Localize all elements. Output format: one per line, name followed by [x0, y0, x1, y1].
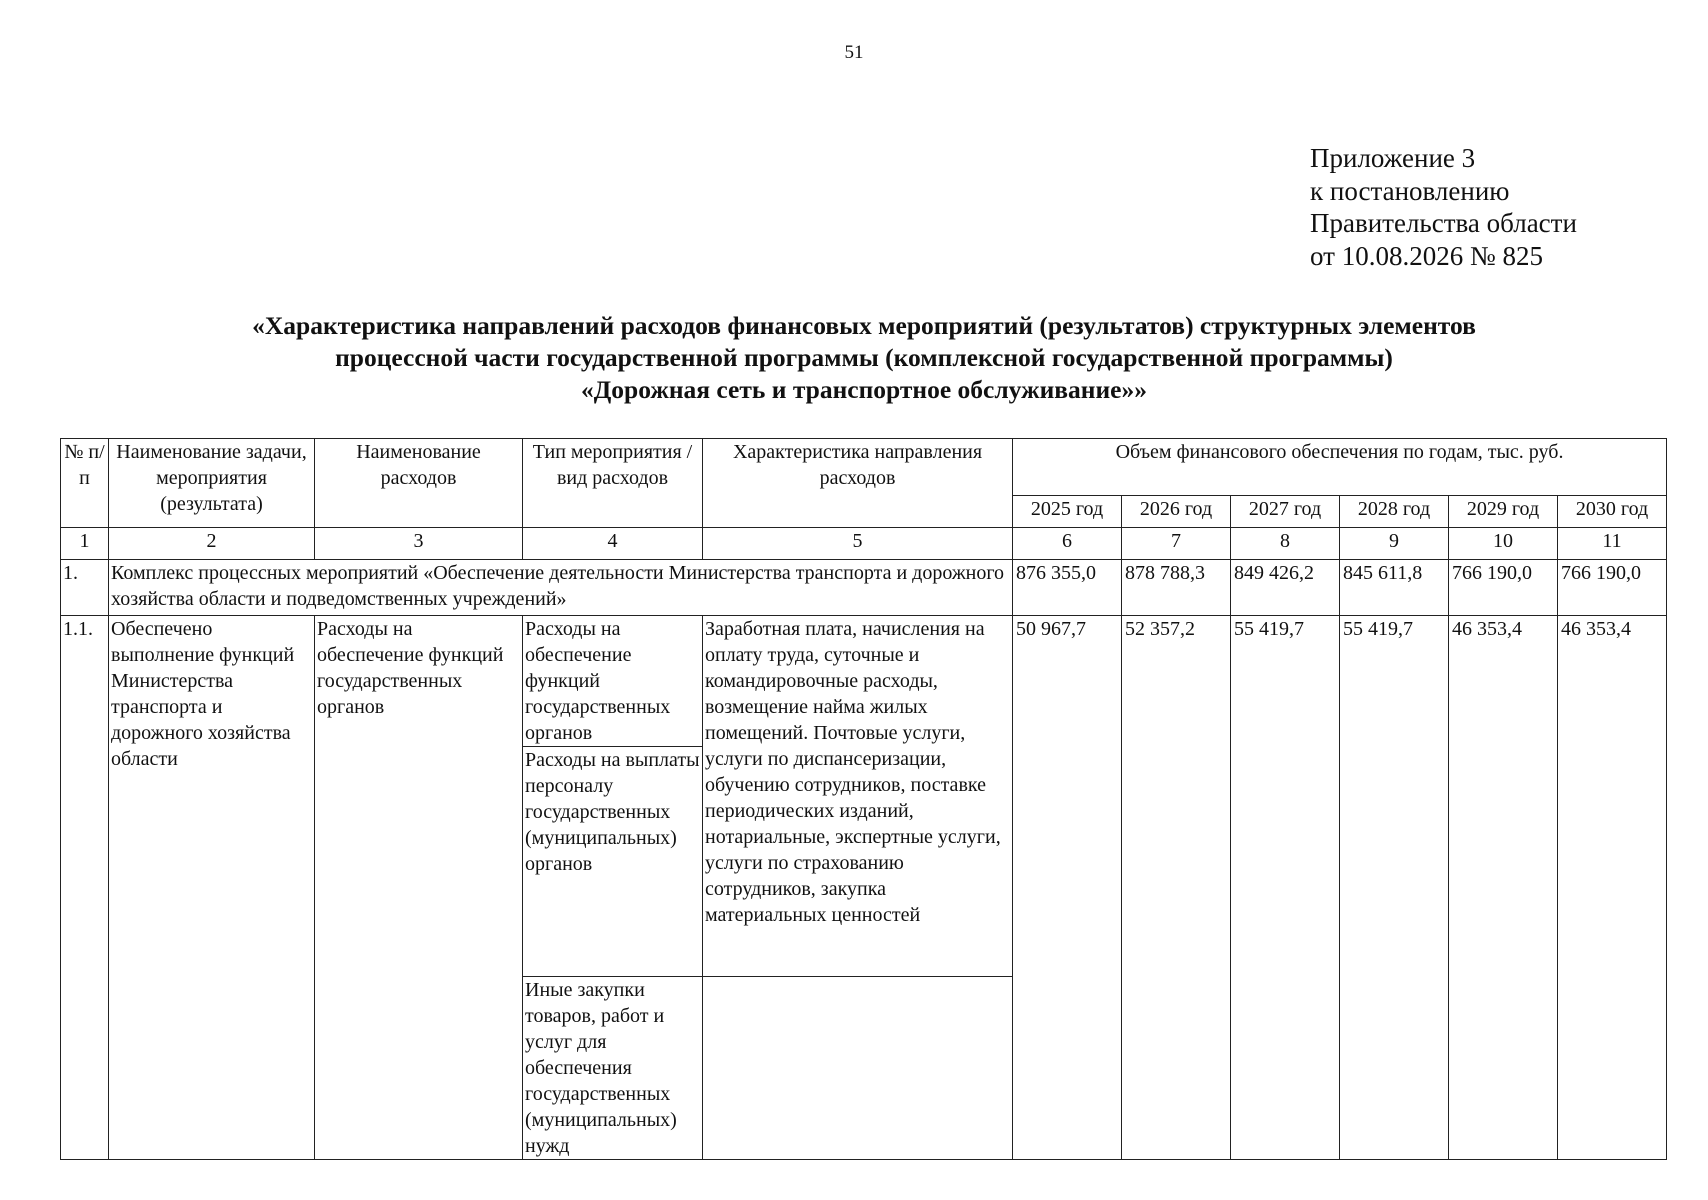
column-number: 6	[1013, 528, 1122, 560]
complex-name: Комплекс процессных мероприятий «Обеспечение деятельности Министерства транспорта и дорожного хозяйства области и подведомственных учреждений»	[109, 560, 1013, 616]
funding-value: 845 611,8	[1340, 560, 1449, 616]
funding-value: 46 353,4	[1558, 616, 1667, 1160]
column-number: 8	[1231, 528, 1340, 560]
appendix-line: Правительства области	[1310, 208, 1577, 238]
column-number: 4	[523, 528, 703, 560]
header-year: 2030 год	[1558, 496, 1667, 528]
title-line: процессной части государственной программы (комплексной государственной программы)	[335, 343, 1393, 372]
header-year: 2028 год	[1340, 496, 1449, 528]
funding-value: 55 419,7	[1231, 616, 1340, 1160]
header-type: Тип мероприятия / вид расходов	[523, 439, 703, 528]
header-year: 2027 год	[1231, 496, 1340, 528]
expense-type: Иные закупки товаров, работ и услуг для обеспечения государственных (муниципальных) нужд	[523, 977, 703, 1160]
appendix-block	[1310, 142, 1577, 272]
column-number: 2	[109, 528, 315, 560]
title-line: «Характеристика направлений расходов финансовых мероприятий (результатов) структурных элементов	[252, 311, 1476, 340]
column-number: 11	[1558, 528, 1667, 560]
column-number: 10	[1449, 528, 1558, 560]
funding-value: 52 357,2	[1122, 616, 1231, 1160]
funding-value: 849 426,2	[1231, 560, 1340, 616]
funding-value: 766 190,0	[1449, 560, 1558, 616]
column-number: 9	[1340, 528, 1449, 560]
appendix-line: от 10.08.2026 № 825	[1310, 240, 1543, 271]
header-expense-name: Наименование расходов	[315, 439, 523, 528]
title-line: «Дорожная сеть и транспортное обслуживание»»	[580, 375, 1148, 404]
funding-value: 55 419,7	[1340, 616, 1449, 1160]
task-name: Обеспечено выполнение функций Министерства транспорта и дорожного хозяйства области	[109, 616, 315, 1160]
funding-value: 50 967,7	[1013, 616, 1122, 1160]
page-number: 51	[844, 42, 864, 63]
expenses-table	[60, 438, 1667, 1160]
header-task: Наименование задачи, мероприятия (результата)	[109, 439, 315, 528]
table-row-complex	[61, 560, 1667, 616]
appendix-line: Приложение 3	[1310, 143, 1476, 173]
column-number: 5	[703, 528, 1013, 560]
header-year: 2026 год	[1122, 496, 1231, 528]
expense-characteristic	[703, 977, 1013, 1160]
funding-value: 876 355,0	[1013, 560, 1122, 616]
funding-value: 878 788,3	[1122, 560, 1231, 616]
column-number: 3	[315, 528, 523, 560]
expense-characteristic: Заработная плата, начисления на оплату труда, суточные и командировочные расходы, возмещение найма жилых помещений. Почтовые услуги, услуги по диспансеризации, обучению сотрудников, поставке периодических изданий, нотариальные, экспертные услуги, услуги по страхованию сотрудников, закупка материальных ценностей	[703, 616, 1013, 977]
row-number: 1.	[61, 560, 109, 616]
header-funding: Объем финансового обеспечения по годам, тыс. руб.	[1013, 439, 1667, 496]
funding-value: 766 190,0	[1558, 560, 1667, 616]
appendix-line: к постановлению	[1310, 175, 1510, 206]
table-row-result	[61, 616, 1667, 747]
expense-type: Расходы на обеспечение функций государственных органов	[523, 616, 703, 747]
row-number: 1.1.	[61, 616, 109, 1160]
expense-name: Расходы на обеспечение функций государственных органов	[315, 616, 523, 1160]
header-characteristic: Характеристика направления расходов	[703, 439, 1013, 528]
funding-value: 46 353,4	[1449, 616, 1558, 1160]
header-year: 2029 год	[1449, 496, 1558, 528]
column-number: 1	[61, 528, 109, 560]
header-no: № п/п	[61, 439, 109, 528]
column-number: 7	[1122, 528, 1231, 560]
expense-type: Расходы на выплаты персоналу государственных (муниципальных) органов	[523, 747, 703, 977]
document-title	[60, 310, 1668, 406]
header-year: 2025 год	[1013, 496, 1122, 528]
